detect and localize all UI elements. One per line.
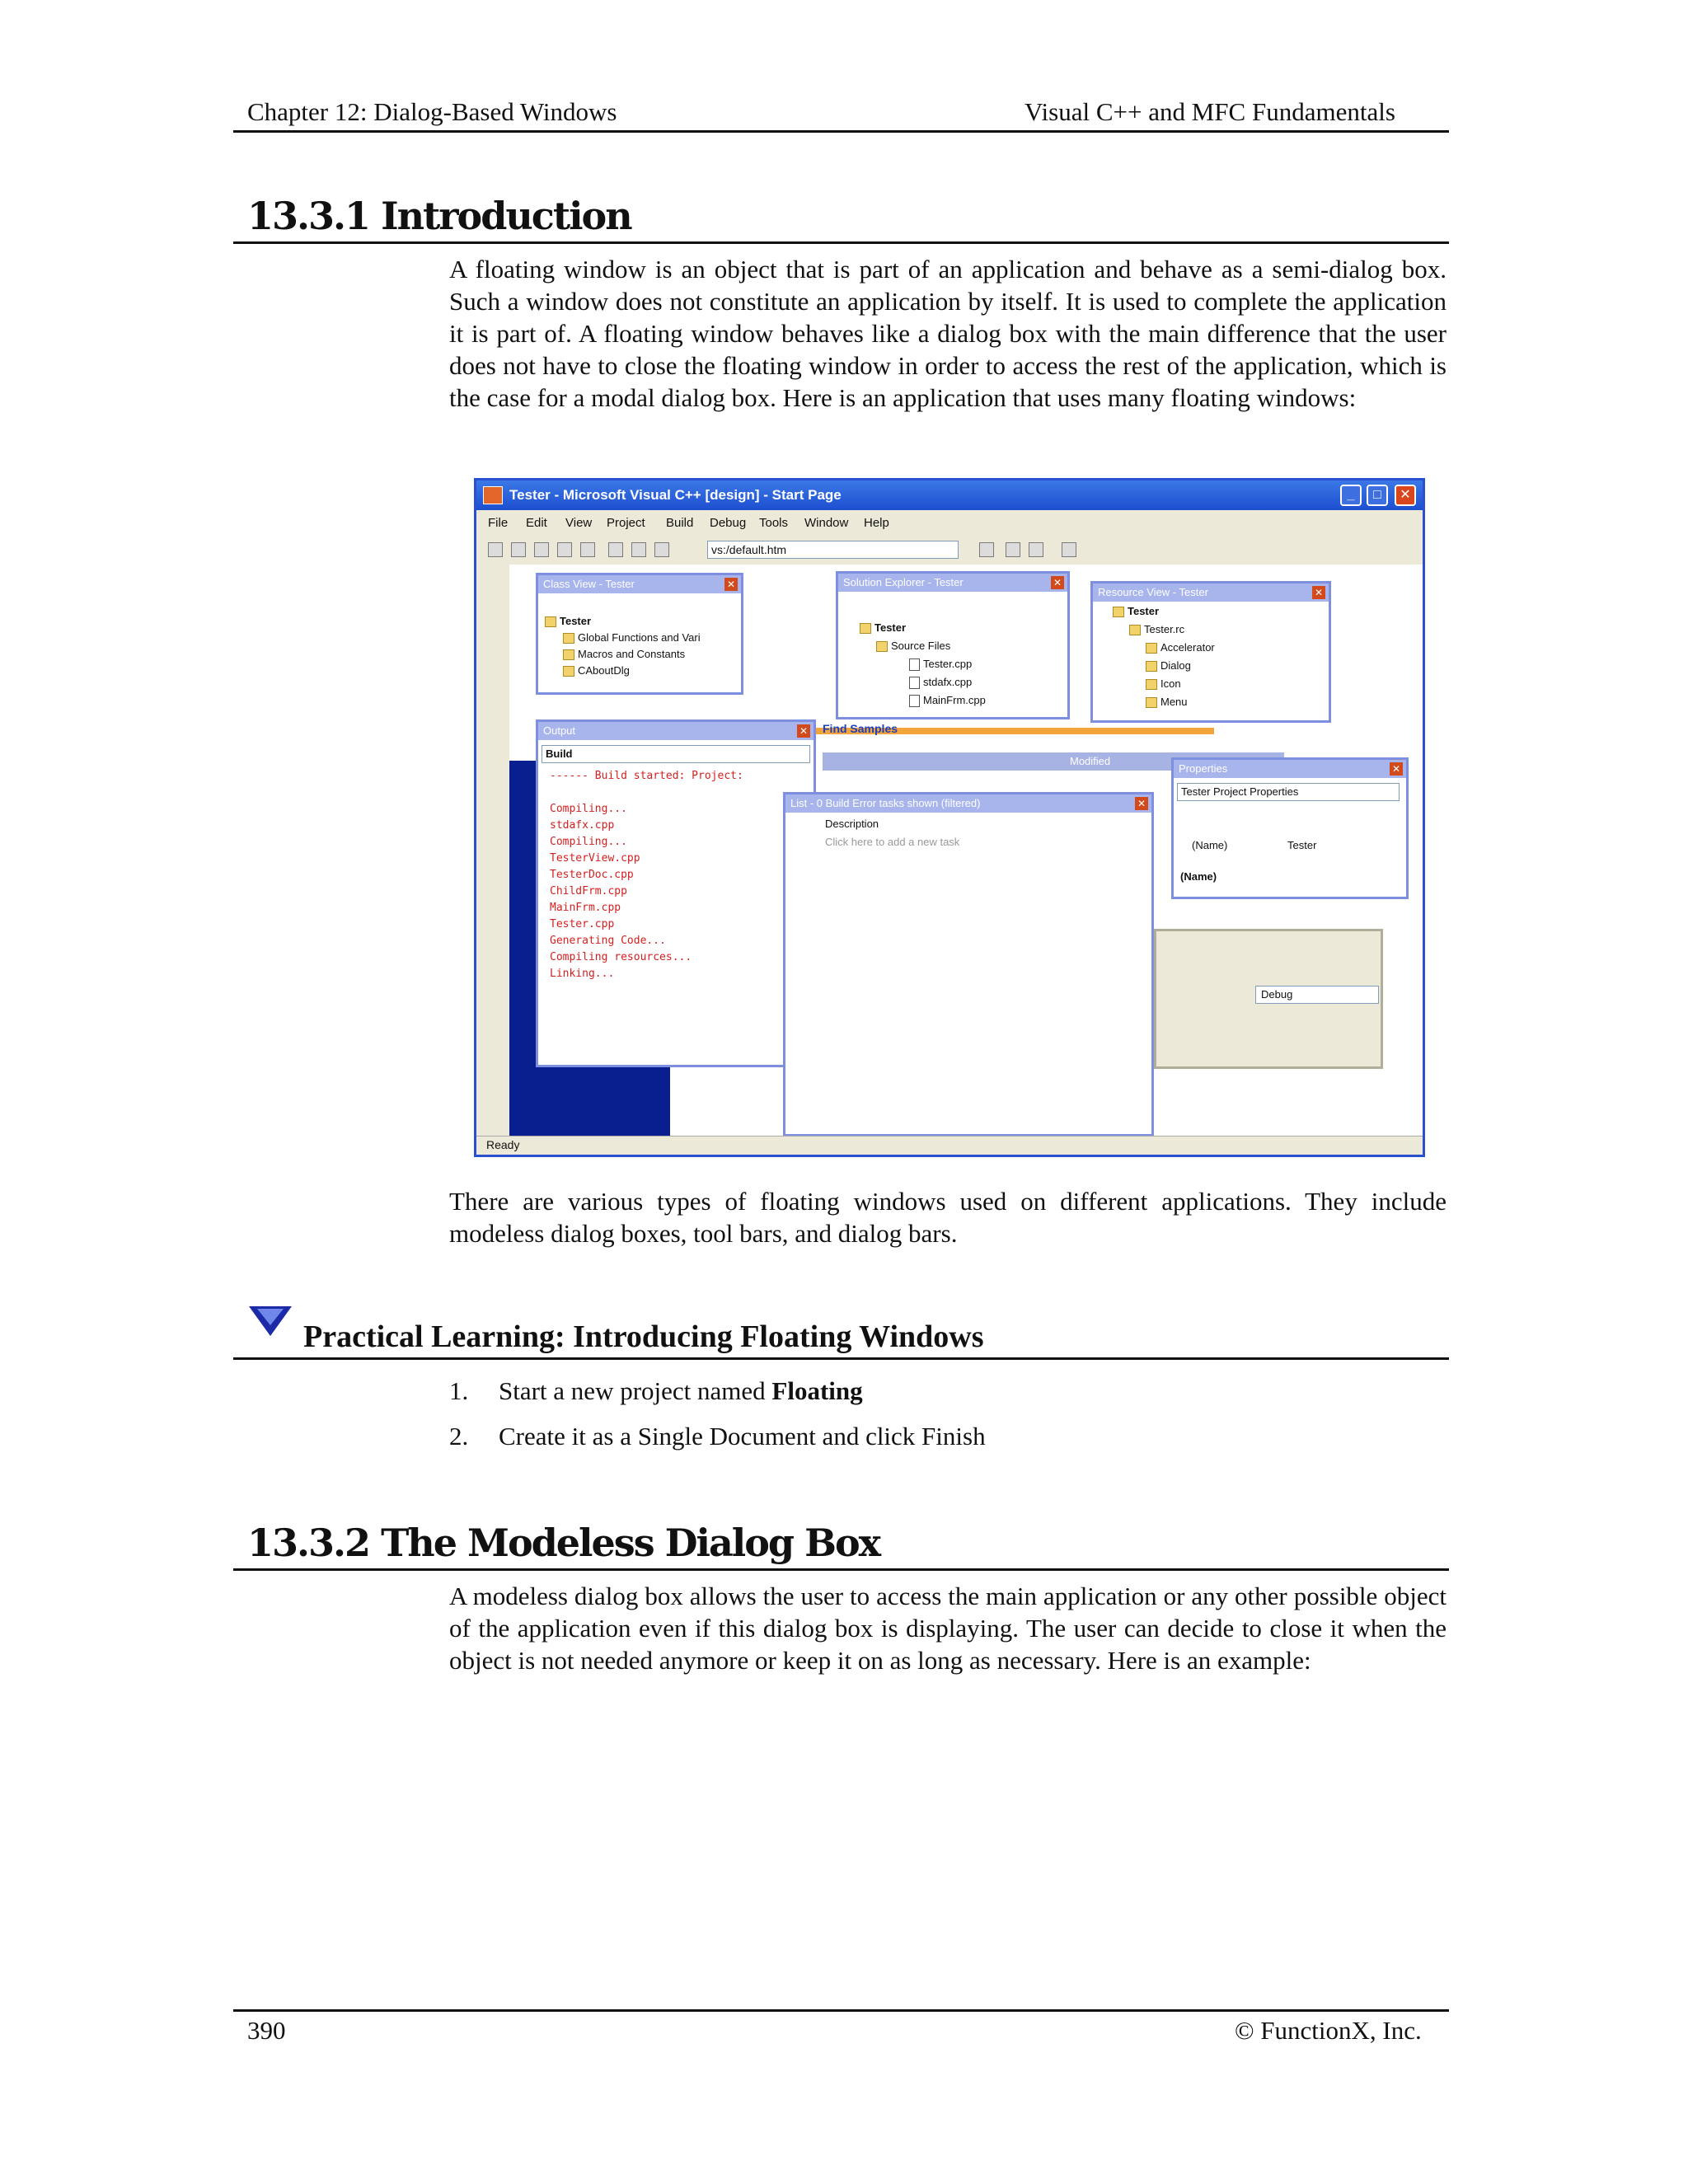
resource-folder[interactable]: Dialog: [1146, 659, 1191, 672]
file-icon: [909, 677, 920, 689]
solution-tree-root[interactable]: Tester: [860, 621, 906, 634]
output-line: TesterDoc.cpp: [550, 869, 634, 881]
output-title: Output: [538, 722, 814, 740]
modeless-paragraph: A modeless dialog box allows the user to access the main application or any other possible object of the application even if this dialog box is displaying. The user can decide to close it when the object is not needed anymore or keep it on as long as necessary. Here is an example:: [449, 1582, 1447, 1675]
running-header-chapter: Chapter 12: Dialog-Based Windows: [247, 97, 617, 126]
status-text: Ready: [486, 1138, 520, 1151]
solution-folder[interactable]: Source Files: [876, 640, 950, 652]
ide-title: Tester - Microsoft Visual C++ [design] - Start Page: [509, 487, 842, 503]
project-name: Floating: [771, 1376, 863, 1405]
property-name-label: (Name): [1192, 839, 1228, 851]
folder-icon: [1146, 679, 1157, 690]
resource-folder[interactable]: Accelerator: [1146, 641, 1215, 654]
solution-file[interactable]: MainFrm.cpp: [909, 694, 986, 707]
output-line: stdafx.cpp: [550, 819, 615, 832]
modified-header: Modified: [1070, 755, 1111, 767]
folder-icon: [1146, 661, 1157, 672]
url-input[interactable]: vs:/default.htm: [707, 541, 959, 559]
sync-icon[interactable]: [979, 542, 994, 557]
resource-folder[interactable]: Icon: [1146, 677, 1181, 690]
menu-debug[interactable]: Debug: [710, 516, 747, 530]
section-heading-introduction: 13.3.1 Introduction: [247, 194, 631, 238]
ide-screenshot: [474, 478, 1425, 1157]
output-line: Compiling...: [550, 836, 627, 848]
output-line: MainFrm.cpp: [550, 902, 621, 914]
ide-title-bar: [476, 480, 1423, 510]
floating-toolbar[interactable]: [1154, 929, 1383, 1069]
macros-icon: [563, 649, 574, 660]
output-line: Generating Code...: [550, 935, 666, 947]
status-bar: [476, 1136, 1423, 1155]
output-line: Tester.cpp: [550, 918, 615, 930]
floating-types-paragraph: There are various types of floating windows used on different applications. They include modeless dialog boxes, tool bars, and dialog bars.: [449, 1187, 1447, 1248]
menu-file[interactable]: File: [488, 516, 509, 530]
task-list-title: List - 0 Build Error tasks shown (filtered): [785, 794, 1151, 813]
folder-icon: [1129, 625, 1141, 635]
output-line: TesterView.cpp: [550, 852, 640, 865]
close-icon[interactable]: ✕: [1395, 485, 1416, 506]
forward-icon[interactable]: [511, 542, 526, 557]
resource-tree-root[interactable]: Tester: [1113, 605, 1159, 617]
task-list-close-icon[interactable]: ✕: [1135, 797, 1148, 810]
class-tree-item[interactable]: CAboutDlg: [563, 664, 630, 677]
properties-title: Properties: [1174, 760, 1406, 778]
class-view-title: Class View - Tester: [538, 575, 741, 593]
copyright: © FunctionX, Inc.: [1235, 2016, 1422, 2045]
resource-folder[interactable]: Menu: [1146, 696, 1188, 708]
menu-project[interactable]: Project: [607, 516, 645, 530]
solution-file[interactable]: stdafx.cpp: [909, 676, 972, 689]
property-name-value[interactable]: Tester: [1287, 839, 1317, 851]
practical-rule: [233, 1357, 1449, 1360]
menu-build[interactable]: Build: [666, 516, 694, 530]
solution-explorer-pane[interactable]: [836, 571, 1070, 719]
properties-object-select[interactable]: Tester Project Properties: [1177, 783, 1400, 801]
menu-edit[interactable]: Edit: [526, 516, 547, 530]
menu-bar: [476, 510, 1423, 535]
menu-tools[interactable]: Tools: [759, 516, 789, 530]
down-icon[interactable]: [1029, 542, 1043, 557]
fonts-size-icon[interactable]: [1062, 542, 1076, 557]
solution-explorer-title: Solution Explorer - Tester: [838, 574, 1067, 592]
section-rule: [233, 241, 1449, 244]
resource-file[interactable]: Tester.rc: [1129, 623, 1184, 635]
solution-file[interactable]: Tester.cpp: [909, 658, 972, 671]
menu-window[interactable]: Window: [804, 516, 849, 530]
class-tree-item[interactable]: Global Functions and Vari: [563, 631, 701, 644]
intro-paragraph: A floating window is an object that is part of an application and behave as a semi-dialog box. Such a window does not constitute an application by itself. It is used to complete the application it is part of. A floating window behaves like a dialog box with the main difference that the user does not have to close the floating window in order to access the rest of the application, which is the case for a modal dialog box. Here is an application that uses many floating windows:: [449, 255, 1447, 412]
output-source-select[interactable]: Build: [542, 745, 810, 763]
step-number: 2.: [449, 1422, 469, 1451]
practical-learning-icon: [249, 1306, 292, 1336]
project-icon: [860, 623, 871, 634]
up-icon[interactable]: [1006, 542, 1020, 557]
class-tree-item[interactable]: Macros and Constants: [563, 648, 685, 660]
step-text: Create it as a Single Document and click Finish: [499, 1422, 986, 1451]
properties-pane[interactable]: [1171, 757, 1409, 899]
toolbox-strip[interactable]: [476, 565, 510, 1137]
home-icon[interactable]: [580, 542, 595, 557]
properties-close-icon[interactable]: ✕: [1390, 762, 1403, 776]
resource-view-pane[interactable]: [1090, 581, 1331, 723]
output-pane[interactable]: [536, 719, 816, 1067]
new-task-input[interactable]: Click here to add a new task: [825, 836, 960, 848]
folder-icon: [876, 641, 888, 652]
config-select[interactable]: Debug: [1255, 986, 1379, 1004]
folder-icon: [1146, 643, 1157, 654]
page-number: 390: [247, 2016, 286, 2045]
class-view-close-icon[interactable]: ✕: [724, 578, 738, 591]
globals-icon: [563, 633, 574, 644]
running-header-book: Visual C++ and MFC Fundamentals: [1025, 97, 1395, 126]
minimize-icon[interactable]: _: [1340, 485, 1362, 506]
menu-help[interactable]: Help: [864, 516, 889, 530]
class-view-pane[interactable]: [536, 573, 743, 695]
resource-view-close-icon[interactable]: ✕: [1312, 586, 1325, 599]
folder-icon: [1146, 697, 1157, 708]
section-rule: [233, 1568, 1449, 1571]
file-icon: [909, 658, 920, 671]
output-close-icon[interactable]: ✕: [797, 724, 810, 738]
search-icon[interactable]: [608, 542, 623, 557]
property-description: (Name): [1180, 870, 1217, 883]
class-icon: [563, 666, 574, 677]
header-rule: [233, 130, 1449, 133]
resource-view-title: Resource View - Tester: [1093, 583, 1329, 602]
description-column-header[interactable]: Description: [825, 818, 879, 830]
find-samples-link[interactable]: Find Samples: [823, 722, 898, 735]
output-line: ChildFrm.cpp: [550, 885, 627, 898]
favorites-icon[interactable]: [631, 542, 646, 557]
maximize-icon[interactable]: □: [1367, 485, 1388, 506]
web-toolbar: [476, 535, 1423, 565]
project-icon: [545, 616, 556, 627]
step-text: Start a new project named Floating: [499, 1376, 863, 1405]
footer-rule: [233, 2009, 1449, 2012]
output-line: Compiling...: [550, 803, 627, 815]
project-icon: [1113, 607, 1124, 617]
output-line: Linking...: [550, 968, 615, 980]
file-icon: [909, 695, 920, 707]
output-line: Compiling resources...: [550, 951, 692, 963]
font-icon[interactable]: [654, 542, 669, 557]
step-number: 1.: [449, 1376, 469, 1405]
section-heading-modeless: 13.3.2 The Modeless Dialog Box: [247, 1521, 880, 1565]
app-icon: [483, 486, 503, 504]
output-line: ------ Build started: Project:: [550, 770, 743, 782]
menu-view[interactable]: View: [565, 516, 593, 530]
solution-explorer-close-icon[interactable]: ✕: [1051, 576, 1064, 589]
practical-learning-heading: Practical Learning: Introducing Floating Windows: [303, 1319, 984, 1354]
class-tree-root[interactable]: Tester: [545, 615, 591, 627]
refresh-icon[interactable]: [557, 542, 572, 557]
stop-icon[interactable]: [534, 542, 549, 557]
back-icon[interactable]: [488, 542, 503, 557]
task-list-pane[interactable]: [783, 792, 1154, 1137]
